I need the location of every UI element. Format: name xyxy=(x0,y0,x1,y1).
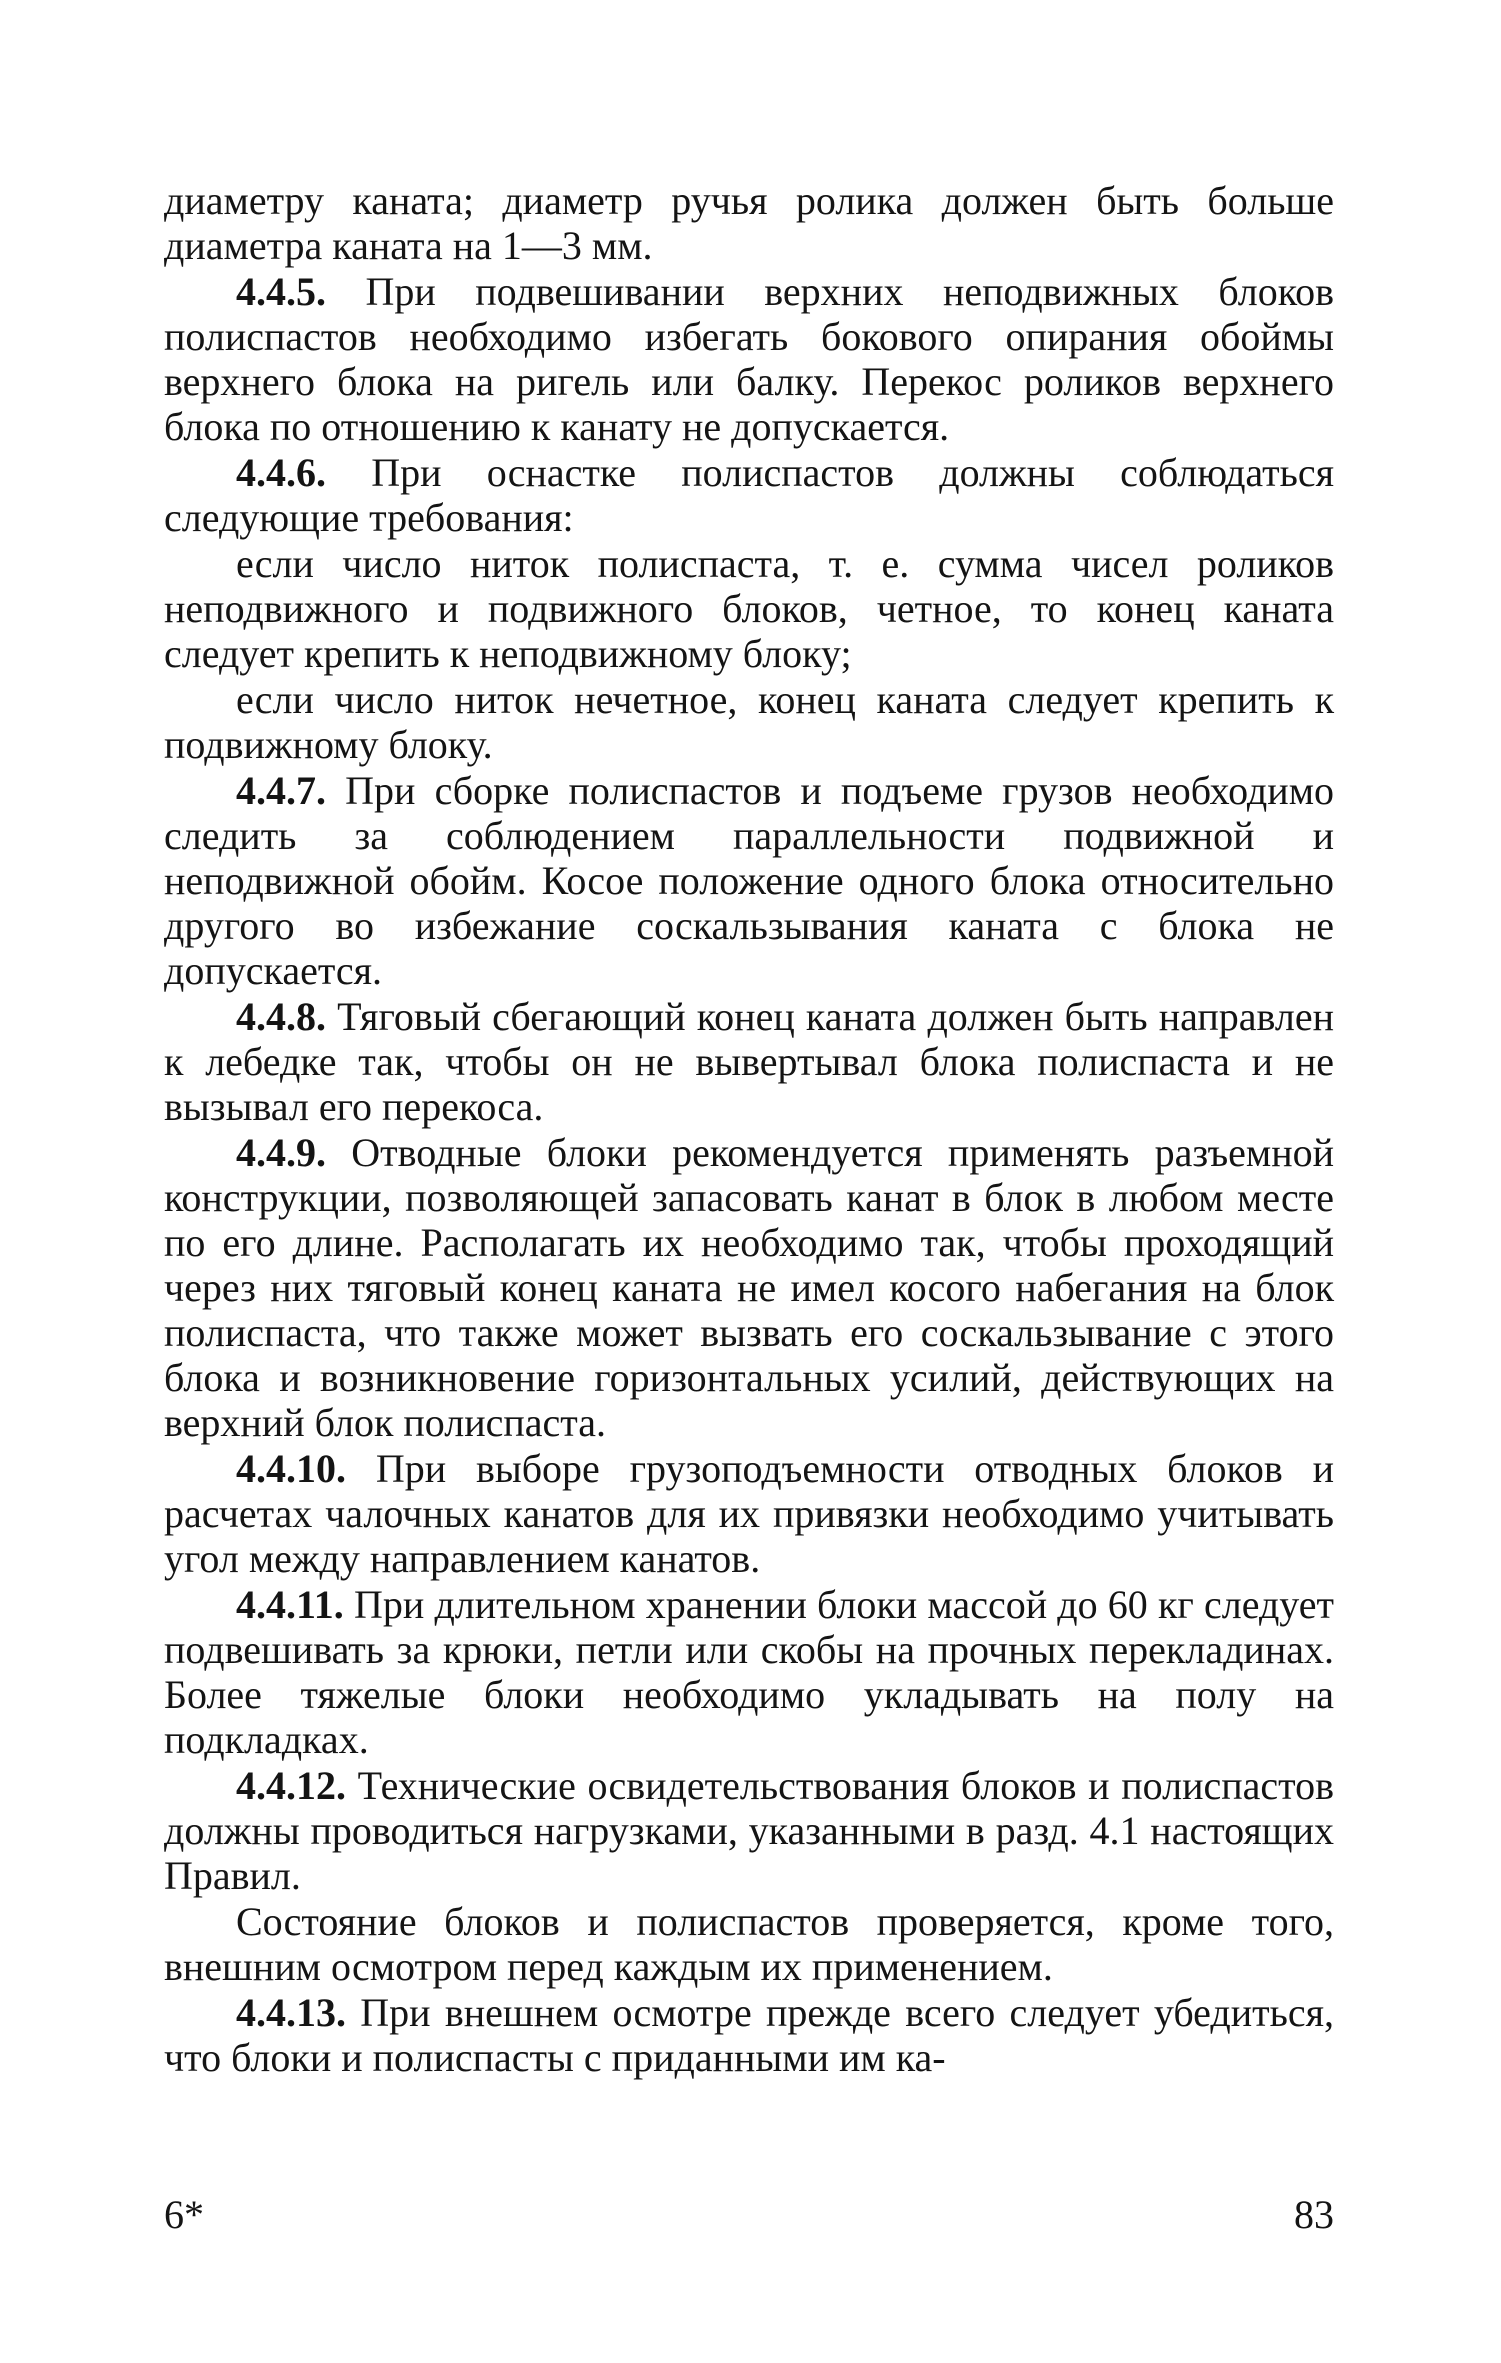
clause-number: 4.4.9. xyxy=(236,1130,326,1175)
paragraph-text: При оснастке полиспастов должны соблюдаться следующие требования: xyxy=(164,450,1335,540)
clause-number: 4.4.6. xyxy=(236,450,326,495)
paragraph-text: Состояние блоков и полиспастов проверяется, кроме того, внешним осмотром перед каждым их применением. xyxy=(164,1899,1334,1989)
paragraph-text: Тяговый сбегающий конец каната должен быть направлен к лебедке так, чтобы он не вывертывал блока полиспаста и не вызывал его перекоса. xyxy=(164,994,1334,1129)
paragraph-requirement-even xyxy=(164,541,1334,676)
page-footer xyxy=(164,2190,1334,2240)
clause-number: 4.4.7. xyxy=(236,768,326,813)
paragraph-4-4-9 xyxy=(164,1130,1334,1445)
clause-number: 4.4.12. xyxy=(236,1763,346,1808)
signature-mark: 6* xyxy=(164,2192,204,2237)
paragraph-4-4-7 xyxy=(164,768,1334,993)
clause-number: 4.4.11. xyxy=(236,1582,344,1627)
paragraph-continuation xyxy=(164,178,1334,268)
paragraph-text: диаметру каната; диаметр ручья ролика должен быть больше диаметра каната на 1—3 мм. xyxy=(164,178,1334,268)
clause-number: 4.4.13. xyxy=(236,1990,346,2035)
paragraph-text: При длительном хранении блоки массой до 60 кг следует подвешивать за крюки, петли или скобы на прочных перекладинах. Более тяжелые блоки необходимо укладывать на полу на подкладках. xyxy=(164,1582,1335,1762)
paragraph-text: если число ниток полиспаста, т. е. сумма чисел роликов неподвижного и подвижного блоков, четное, то конец каната следует крепить к неподвижному блоку; xyxy=(164,541,1334,676)
clause-number: 4.4.5. xyxy=(236,269,326,314)
page-number: 83 xyxy=(1294,2192,1334,2237)
clause-number: 4.4.10. xyxy=(236,1446,346,1491)
paragraph-4-4-5 xyxy=(164,269,1334,449)
paragraph-text: При выборе грузоподъемности отводных блоков и расчетах чалочных канатов для их привязки необходимо учитывать угол между направлением канатов. xyxy=(164,1446,1335,1581)
paragraph-4-4-13 xyxy=(164,1990,1334,2080)
page-body xyxy=(164,178,1334,2081)
paragraph-4-4-8 xyxy=(164,994,1334,1129)
paragraph-4-4-10 xyxy=(164,1446,1334,1581)
paragraph-text: Отводные блоки рекомендуется применять разъемной конструкции, позволяющей запасовать канат в блок в любом месте по его длине. Располагать их необходимо так, чтобы проходящий через них тяговый конец каната не имел косого набегания на блок полиспаста, что также может вызвать его соскальзывание с этого блока и возникновение горизонтальных усилий, действующих на верхний блок полиспаста. xyxy=(164,1130,1335,1445)
paragraph-text: При внешнем осмотре прежде всего следует убедиться, что блоки и полиспасты с приданными им ка- xyxy=(164,1990,1334,2080)
paragraph-4-4-12 xyxy=(164,1763,1334,1898)
paragraph-4-4-11 xyxy=(164,1582,1334,1762)
paragraph-inspection-state xyxy=(164,1899,1334,1989)
paragraph-text: Технические освидетельствования блоков и полиспастов должны проводиться нагрузками, указанными в разд. 4.1 настоящих Правил. xyxy=(164,1763,1335,1898)
clause-number: 4.4.8. xyxy=(236,994,326,1039)
paragraph-text: если число ниток нечетное, конец каната следует крепить к подвижному блоку. xyxy=(164,677,1334,767)
paragraph-requirement-odd xyxy=(164,677,1334,767)
paragraph-text: При подвешивании верхних неподвижных блоков полиспастов необходимо избегать бокового опирания обоймы верхнего блока на ригель или балку. Перекос роликов верхнего блока по отношению к канату не допускается. xyxy=(164,269,1334,449)
paragraph-text: При сборке полиспастов и подъеме грузов необходимо следить за соблюдением параллельности подвижной и неподвижной обойм. Косое положение одного блока относительно другого во избежание соскальзывания каната с блока не допускается. xyxy=(164,768,1335,993)
paragraph-4-4-6 xyxy=(164,450,1334,540)
